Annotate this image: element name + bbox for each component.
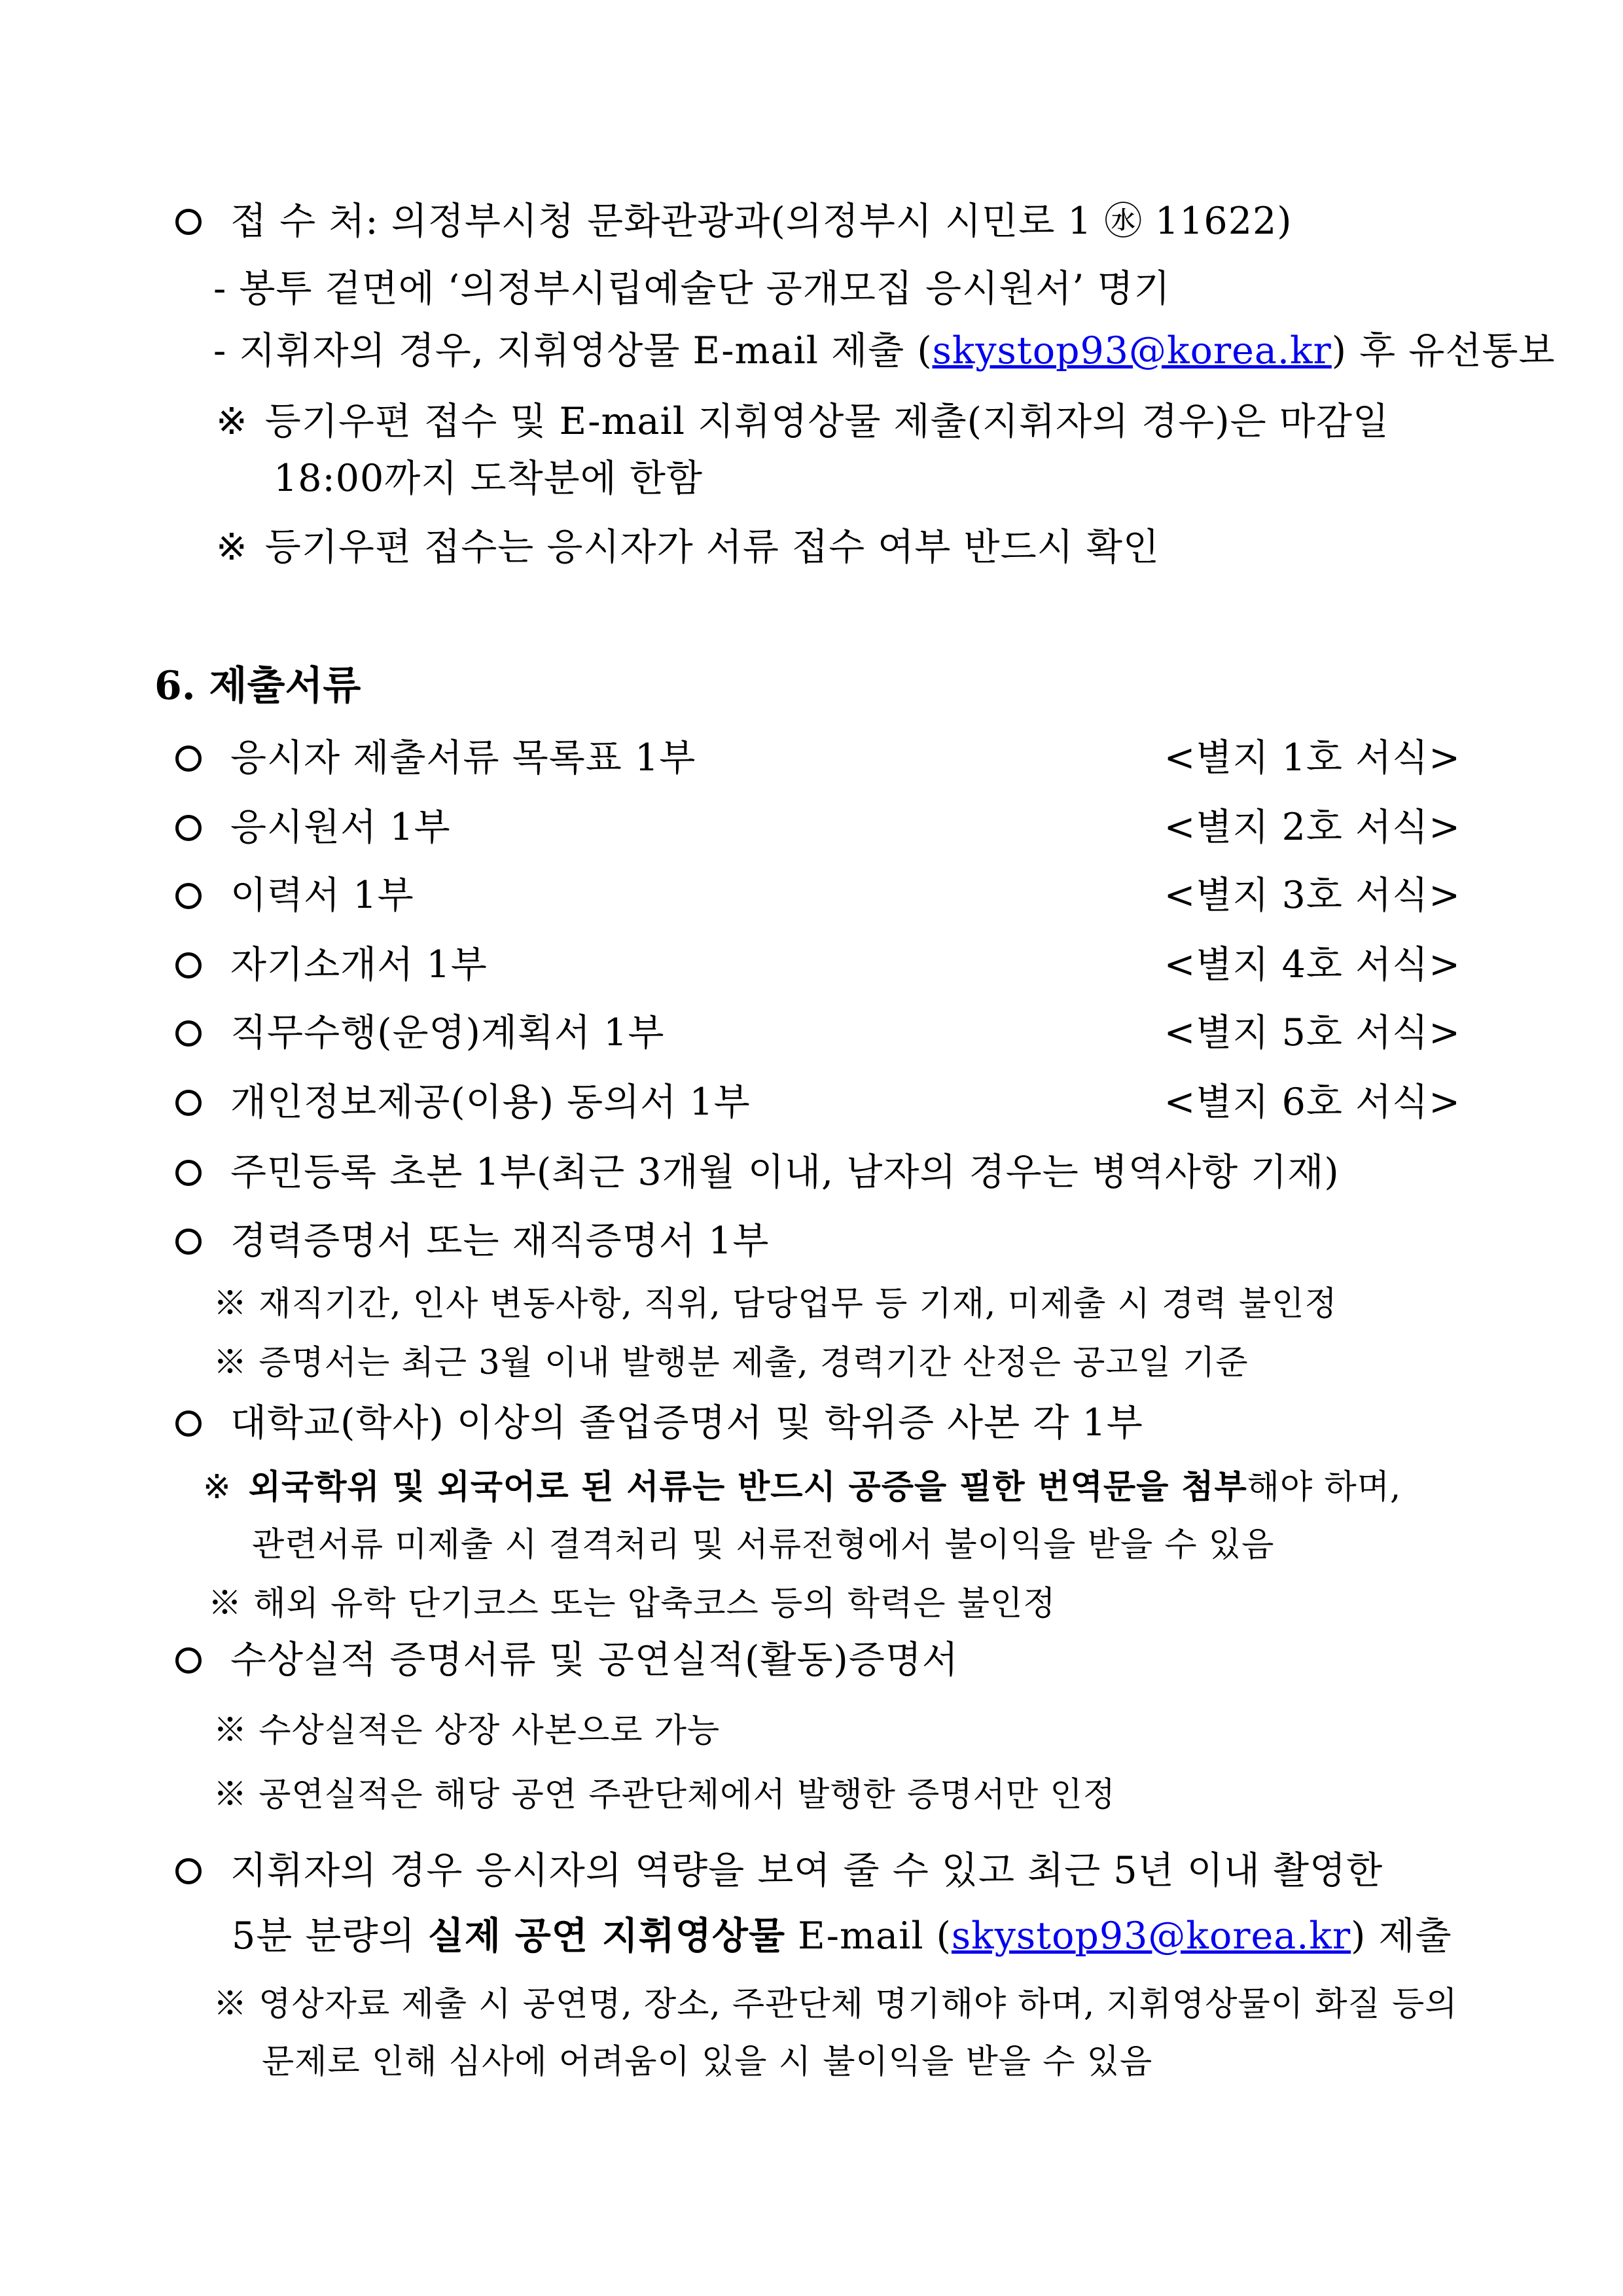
intake-note2-line: ※ 등기우편 접수는 응시자가 서류 접수 여부 반드시 확인 [216, 526, 1160, 569]
bullet-circle-icon [175, 952, 202, 978]
bullet-circle-icon [175, 209, 202, 235]
bullet-circle-icon [175, 1160, 202, 1186]
video-note-line1: ※ 영상자료 제출 시 공연명, 장소, 주관단체 명기해야 하며, 지휘영상물이 화질 등의 [213, 1985, 1458, 2024]
doc-form-label: <별지 2호 서식> [1164, 806, 1461, 849]
career-note-1: ※ 재직기간, 인사 변동사항, 직위, 담당업무 등 기재, 미제출 시 경력 불인정 [213, 1285, 1338, 1323]
note-mark-icon: ※ [216, 526, 248, 569]
bullet-circle-icon [175, 1229, 202, 1255]
doc-row-career: 경력증명서 또는 재직증명서 1부 [175, 1211, 769, 1265]
doc-row: 자기소개서 1부 [175, 935, 488, 988]
bullet-circle-icon [175, 1858, 202, 1884]
bullet-circle-icon [175, 1647, 202, 1674]
note-mark-icon: ※ [216, 400, 248, 443]
degree-note-line1: ※ 외국학위 및 외국어로 된 서류는 반드시 공증을 필한 번역문을 첨부해야 하며, [203, 1467, 1402, 1507]
doc-form-label: <별지 5호 서식> [1164, 1011, 1461, 1054]
intake-note1-line1: ※ 등기우편 접수 및 E-mail 지휘영상물 제출(지휘자의 경우)은 마감일 [216, 400, 1389, 443]
doc-row-video: 지휘자의 경우 응시자의 역량을 보여 줄 수 있고 최근 5년 이내 촬영한 [175, 1840, 1383, 1894]
intake-office-text: 접 수 처: 의정부시청 문화관광과(의정부시 시민로 1 ㊌ 11622) [230, 200, 1293, 243]
career-note-2: ※ 증명서는 최근 3월 이내 발행분 제출, 경력기간 산정은 공고일 기준 [213, 1344, 1249, 1382]
doc-row: 개인정보제공(이용) 동의서 1부 [175, 1072, 751, 1126]
bullet-circle-icon [175, 1410, 202, 1437]
intake-conductor-line: - 지휘자의 경우, 지휘영상물 E-mail 제출 (skystop93@korea.kr) 후 유선통보 [213, 329, 1556, 372]
award-note-2: ※ 공연실적은 해당 공연 주관단체에서 발행한 증명서만 인정 [213, 1776, 1116, 1814]
email-link[interactable]: skystop93@korea.kr [951, 1914, 1351, 1958]
doc-form-label: <별지 1호 서식> [1164, 736, 1461, 780]
video-note-line2: 문제로 인해 심사에 어려움이 있을 시 불이익을 받을 수 있음 [262, 2043, 1153, 2081]
intake-office-line [175, 191, 1292, 245]
bullet-circle-icon [175, 745, 202, 772]
bullet-circle-icon [175, 1090, 202, 1116]
intake-envelope-line: - 봉투 겉면에 ‘의정부시립예술단 공개모집 응시원서’ 명기 [213, 267, 1171, 310]
doc-row: 직무수행(운영)계획서 1부 [175, 1003, 664, 1056]
bullet-circle-icon [175, 815, 202, 841]
doc-form-label: <별지 6호 서식> [1164, 1081, 1461, 1124]
doc-form-label: <별지 4호 서식> [1164, 943, 1461, 986]
section-title: 6. 제출서류 [154, 663, 361, 709]
doc-row: 응시자 제출서류 목록표 1부 [175, 728, 696, 781]
doc-row-degree: 대학교(학사) 이상의 졸업증명서 및 학위증 사본 각 1부 [175, 1393, 1143, 1446]
award-note-1: ※ 수상실적은 상장 사본으로 가능 [213, 1712, 721, 1750]
intake-note1-line2: 18:00까지 도착분에 한함 [274, 457, 703, 500]
note-mark-icon: ※ [203, 1468, 232, 1507]
degree-note-2: ※ 해외 유학 단기코스 또는 압축코스 등의 학력은 불인정 [208, 1585, 1056, 1623]
doc-form-label: <별지 3호 서식> [1164, 874, 1461, 917]
doc-row: 이력서 1부 [175, 865, 414, 919]
doc-row-resident: 주민등록 초본 1부(최근 3개월 이내, 남자의 경우는 병역사항 기재) [175, 1142, 1340, 1196]
doc-row-award: 수상실적 증명서류 및 공연실적(활동)증명서 [175, 1630, 959, 1683]
email-link[interactable]: skystop93@korea.kr [932, 329, 1332, 372]
video-line2: 5분 분량의 실제 공연 지휘영상물 E-mail (skystop93@korea.kr) 제출 [232, 1914, 1452, 1958]
doc-row: 응시원서 1부 [175, 797, 451, 851]
bullet-circle-icon [175, 883, 202, 909]
bullet-circle-icon [175, 1020, 202, 1047]
degree-note-line2: 관련서류 미제출 시 결격처리 및 서류전형에서 불이익을 받을 수 있음 [252, 1526, 1275, 1564]
